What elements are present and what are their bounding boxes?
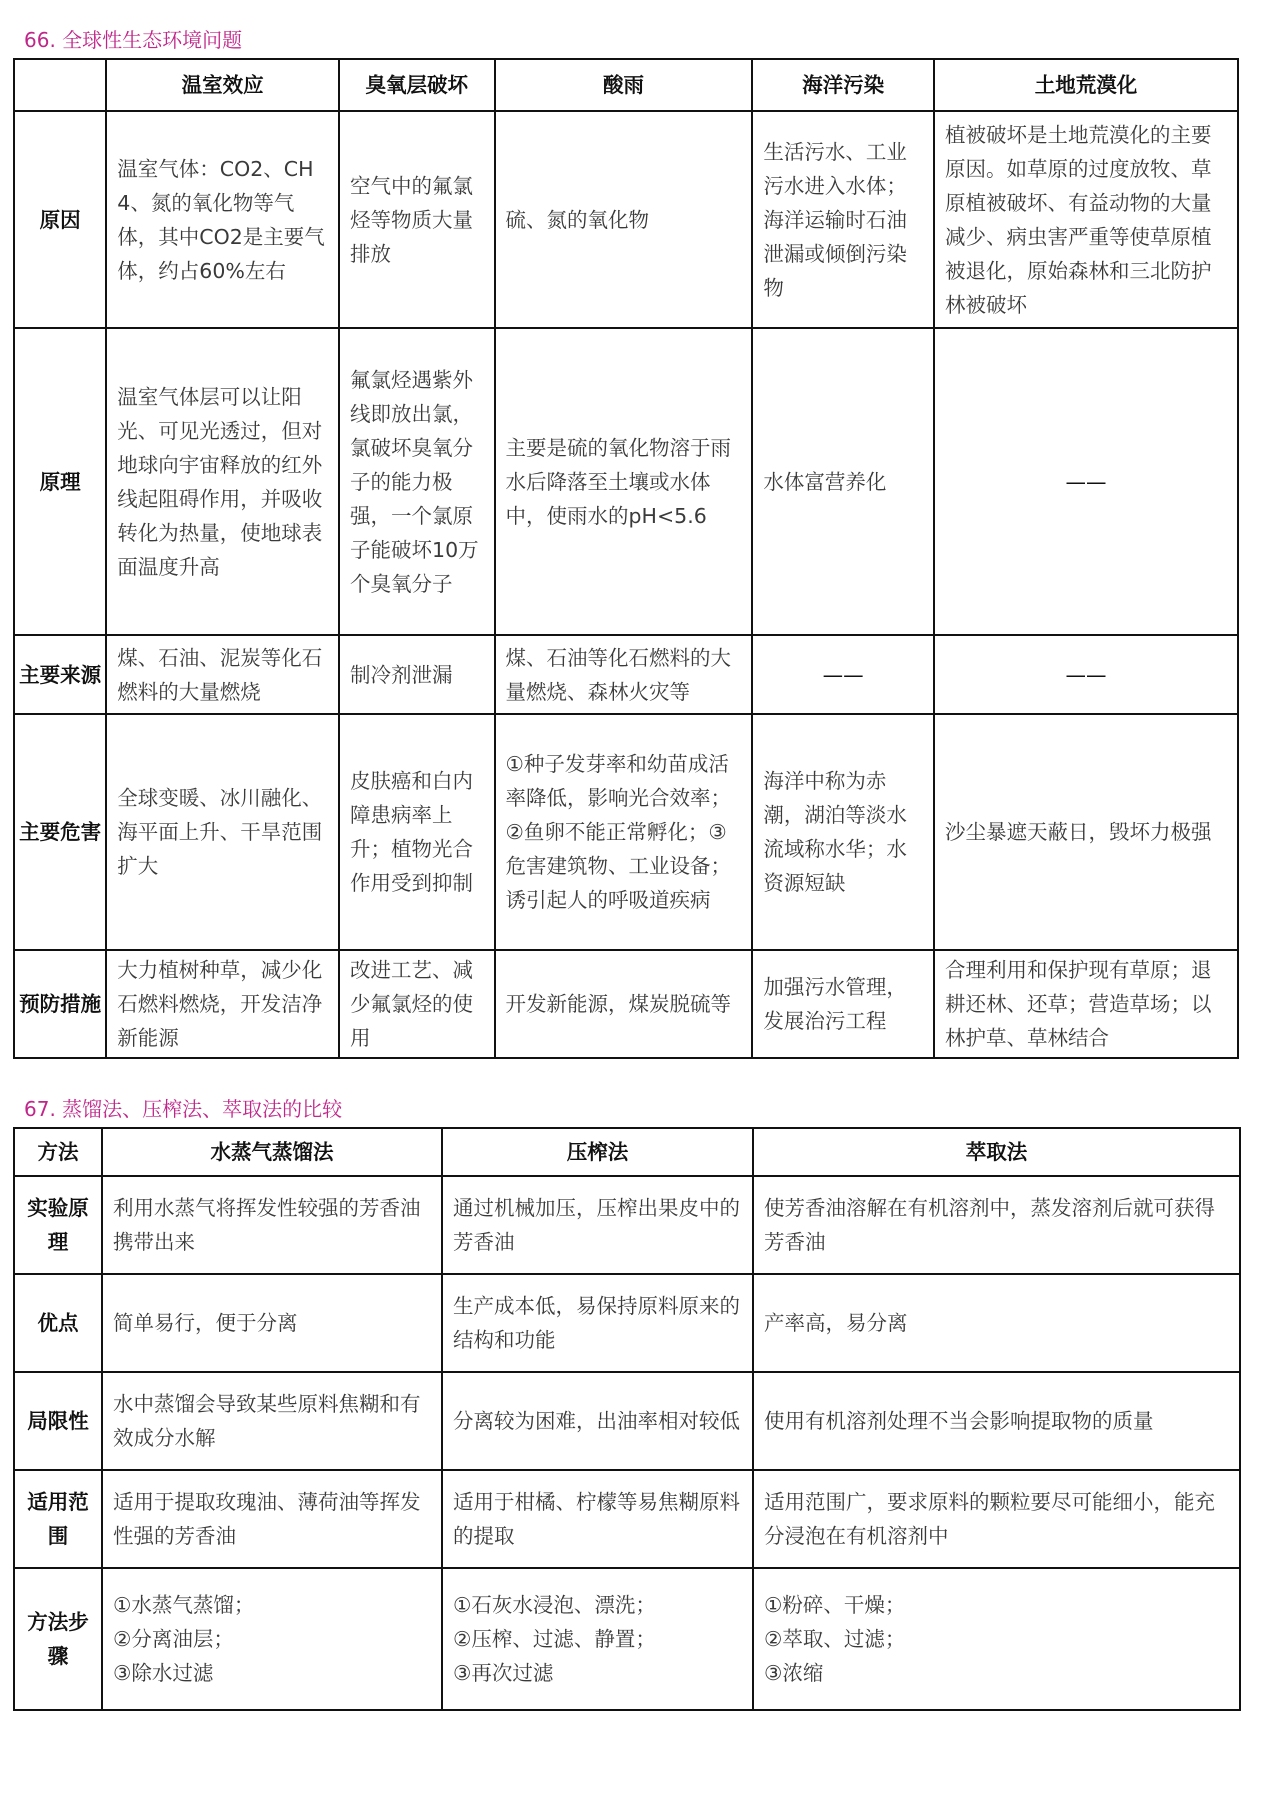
table-cell: 氟氯烃遇紫外线即放出氯，氯破坏臭氧分子的能力极强，一个氯原子能破坏10万个臭氧分子 [339,328,495,635]
table-cell: 适用于柑橘、柠檬等易焦糊原料的提取 [442,1470,753,1568]
table-row [14,1568,1240,1710]
table-cell: 硫、氮的氧化物 [495,111,753,328]
table-cell: 海洋中称为赤潮，湖泊等淡水流域称水华；水资源短缺 [752,714,934,950]
table-cell: 开发新能源，煤炭脱硫等 [495,950,753,1058]
table-cell: 空气中的氟氯烃等物质大量排放 [339,111,495,328]
table-cell: 温室气体层可以让阳光、可见光透过，但对地球向宇宙释放的红外线起阻碍作用，并吸收转化为热量，使地球表面温度升高 [106,328,339,635]
step-line: ③浓缩 [764,1661,824,1685]
header-cell [14,59,106,111]
table-cell: 煤、石油等化石燃料的大量燃烧、森林火灾等 [495,635,753,714]
table-row [14,1176,1240,1274]
table-cell: 水中蒸馏会导致某些原料焦糊和有效成分水解 [102,1372,442,1470]
table-cell: ①种子发芽率和幼苗成活率降低，影响光合效率；②鱼卵不能正常孵化；③危害建筑物、工业设备；诱引起人的呼吸道疾病 [495,714,753,950]
row-label: 优点 [14,1274,102,1372]
table-row [14,1274,1240,1372]
steps-cell [102,1568,442,1710]
table-row [14,1372,1240,1470]
table-cell: 利用水蒸气将挥发性较强的芳香油携带出来 [102,1176,442,1274]
table-cell: 温室气体：CO2、CH4、氮的氧化物等气体，其中CO2是主要气体，约占60%左右 [106,111,339,328]
section-66-title: 66. 全球性生态环境问题 [24,28,243,52]
header-cell: 水蒸气蒸馏法 [102,1128,442,1176]
step-line: ②分离油层； [113,1627,234,1651]
environment-problems-table [13,58,1239,1059]
empty-dash-cell: —— [934,328,1238,635]
extraction-methods-table [13,1127,1241,1711]
table-cell: 沙尘暴遮天蔽日，毁坏力极强 [934,714,1238,950]
table-cell: 通过机械加压，压榨出果皮中的芳香油 [442,1176,753,1274]
step-line: ③再次过滤 [453,1661,554,1685]
table-cell: 主要是硫的氧化物溶于雨水后降落至土壤或水体中，使雨水的pH<5.6 [495,328,753,635]
table-cell: 大力植树种草，减少化石燃料燃烧，开发洁净新能源 [106,950,339,1058]
table-row [14,1470,1240,1568]
table-cell: 生活污水、工业污水进入水体；海洋运输时石油泄漏或倾倒污染物 [752,111,934,328]
table-cell: 改进工艺、减少氟氯烃的使用 [339,950,495,1058]
table-row [14,714,1238,950]
table-cell: 皮肤癌和白内障患病率上升；植物光合作用受到抑制 [339,714,495,950]
steps-cell [442,1568,753,1710]
header-cell: 方法 [14,1128,102,1176]
empty-dash-cell: —— [752,635,934,714]
table-row [14,635,1238,714]
header-cell: 海洋污染 [752,59,934,111]
table-cell: 水体富营养化 [752,328,934,635]
header-cell: 温室效应 [106,59,339,111]
table-cell: 产率高，易分离 [753,1274,1240,1372]
table-row [14,111,1238,328]
step-line: ①粉碎、干燥； [764,1593,906,1617]
row-label: 原因 [14,111,106,328]
row-label: 实验原理 [14,1176,102,1274]
row-label: 局限性 [14,1372,102,1470]
header-cell: 土地荒漠化 [934,59,1238,111]
table-header-row [14,1128,1240,1176]
step-line: ①石灰水浸泡、漂洗； [453,1593,656,1617]
row-label: 适用范围 [14,1470,102,1568]
table-cell: 适用于提取玫瑰油、薄荷油等挥发性强的芳香油 [102,1470,442,1568]
header-cell: 萃取法 [753,1128,1240,1176]
header-cell: 酸雨 [495,59,753,111]
table-header-row [14,59,1238,111]
row-label: 方法步骤 [14,1568,102,1710]
step-line: ③除水过滤 [113,1661,214,1685]
header-cell: 臭氧层破坏 [339,59,495,111]
section-67-title: 67. 蒸馏法、压榨法、萃取法的比较 [24,1097,343,1121]
table-cell: 合理利用和保护现有草原；退耕还林、还草；营造草场；以林护草、草林结合 [934,950,1238,1058]
step-line: ①水蒸气蒸馏； [113,1593,255,1617]
table-cell: 加强污水管理，发展治污工程 [752,950,934,1058]
table-cell: 简单易行，便于分离 [102,1274,442,1372]
table-cell: 全球变暖、冰川融化、海平面上升、干旱范围扩大 [106,714,339,950]
table-row [14,328,1238,635]
steps-cell [753,1568,1240,1710]
table-cell: 分离较为困难，出油率相对较低 [442,1372,753,1470]
table-cell: 制冷剂泄漏 [339,635,495,714]
row-label: 主要危害 [14,714,106,950]
table-cell: 煤、石油、泥炭等化石燃料的大量燃烧 [106,635,339,714]
row-label: 主要来源 [14,635,106,714]
step-line: ②压榨、过滤、静置； [453,1627,656,1651]
table-row [14,950,1238,1058]
row-label: 预防措施 [14,950,106,1058]
table-cell: 使芳香油溶解在有机溶剂中，蒸发溶剂后就可获得芳香油 [753,1176,1240,1274]
row-label: 原理 [14,328,106,635]
table-cell: 适用范围广，要求原料的颗粒要尽可能细小，能充分浸泡在有机溶剂中 [753,1470,1240,1568]
table-cell: 使用有机溶剂处理不当会影响提取物的质量 [753,1372,1240,1470]
table-cell: 生产成本低，易保持原料原来的结构和功能 [442,1274,753,1372]
table-cell: 植被破坏是土地荒漠化的主要原因。如草原的过度放牧、草原植被破坏、有益动物的大量减少、病虫害严重等使草原植被退化，原始森林和三北防护林被破坏 [934,111,1238,328]
empty-dash-cell: —— [934,635,1238,714]
header-cell: 压榨法 [442,1128,753,1176]
step-line: ②萃取、过滤； [764,1627,906,1651]
